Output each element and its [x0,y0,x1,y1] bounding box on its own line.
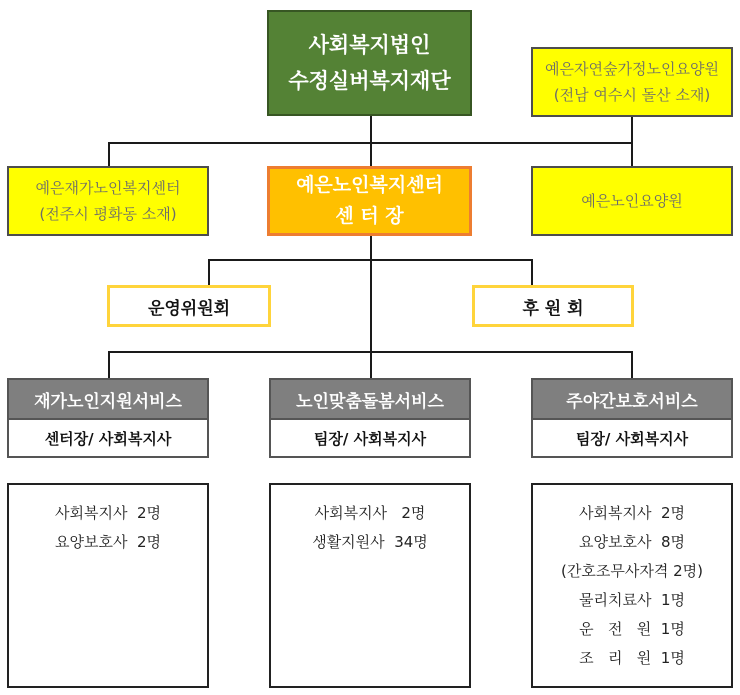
service-3-role-box [531,418,733,458]
center-line2: 센 터 장 [335,205,404,227]
satellite-right-box [531,166,733,236]
service-3-staff-box [531,483,733,688]
root-line1: 사회복지법인 [308,33,431,57]
connector-right-vertical [631,116,633,166]
connector-to-service-1 [108,351,110,378]
service-1-staff-1: 사회복지사 2명 [54,504,162,522]
root-foundation-box [267,10,472,116]
service-2-staff-box [269,483,471,688]
service-1-title: 재가노인지원서비스 [34,391,182,412]
service-2-title: 노인맞춤돌봄서비스 [296,391,444,412]
service-1-role: 센터장/ 사회복지사 [44,429,172,448]
service-3-staff-5: 운 전 원 1명 [579,620,685,638]
sponsor-committee-label: 후 원 회 [522,298,584,319]
center-line1: 예은노인복지센터 [296,174,443,196]
satellite-left-line1: 예은재가노인복지센터 [35,179,181,197]
service-3-title-box [531,378,733,418]
service-1-staff-2: 요양보호사 2명 [54,533,162,551]
service-1-staff-box [7,483,209,688]
operating-committee-label: 운영위원회 [147,298,231,319]
connector-services-horizontal [108,351,633,353]
service-3-staff-6: 조 리 원 1명 [579,649,685,667]
root-line2: 수정실버복지재단 [288,69,451,93]
satellite-right-line1: 예은노인요양원 [581,192,683,210]
connector-to-left-committee [208,259,210,285]
sponsor-committee-box [472,285,634,327]
service-2-title-box [269,378,471,418]
service-3-staff-2: 요양보호사 8명 [578,533,686,551]
service-2-staff-2: 생활지원사 34명 [312,533,428,551]
operating-committee-box [107,285,271,327]
satellite-top-right-line2: (전남 여수시 돌산 소재) [553,86,711,104]
service-3-staff-1: 사회복지사 2명 [578,504,686,522]
connector-to-right-committee [531,259,533,285]
service-3-staff-4: 물리치료사 1명 [578,591,686,609]
service-3-title: 주야간보호서비스 [566,391,698,412]
connector-to-service-3 [631,351,633,378]
satellite-top-right-line1: 예은자연숲가정노인요양원 [545,60,719,78]
service-2-role: 팀장/ 사회복지사 [313,429,427,448]
satellite-left-box [7,166,209,236]
connector-root-to-center [370,116,372,166]
service-1-title-box [7,378,209,418]
service-2-staff-1: 사회복지사 2명 [314,504,426,522]
connector-upper-horizontal [108,142,633,144]
connector-center-down [370,236,372,378]
connector-committee-horizontal [208,259,533,261]
service-2-role-box [269,418,471,458]
service-3-staff-3: (간호조무사자격 2명) [561,562,703,580]
service-3-role: 팀장/ 사회복지사 [575,429,689,448]
satellite-top-right-box [531,47,733,117]
satellite-left-line2: (전주시 평화동 소재) [39,205,177,223]
connector-to-left-satellite [108,142,110,166]
center-director-box [267,166,472,236]
service-1-role-box [7,418,209,458]
